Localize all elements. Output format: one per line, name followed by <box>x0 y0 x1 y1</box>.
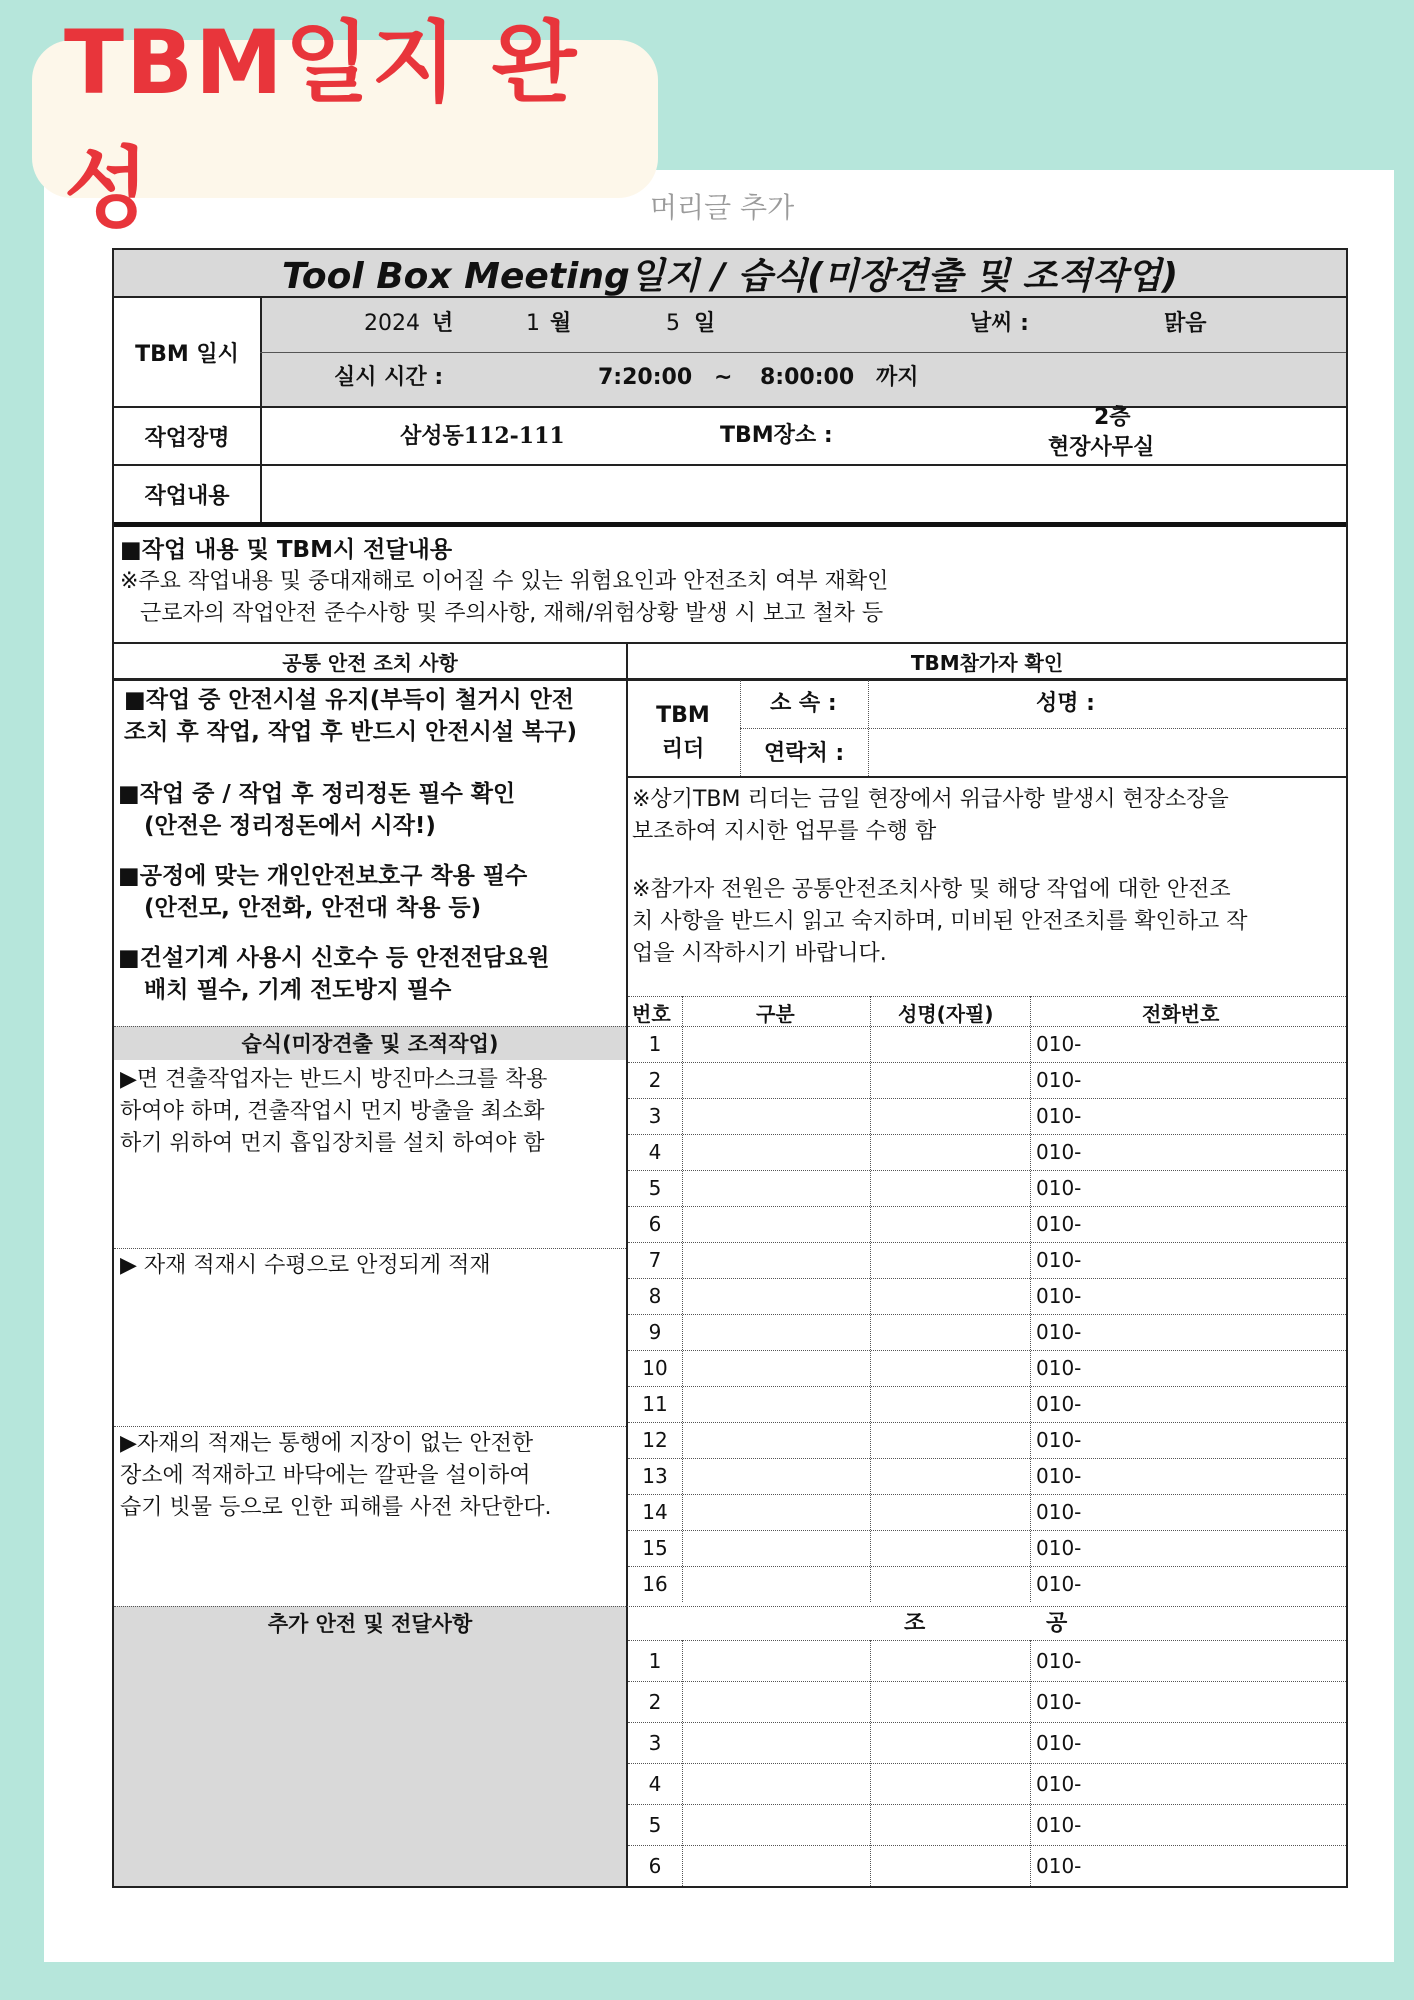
year-unit: 년 <box>432 311 454 336</box>
crew-row-number: 6 <box>648 1853 662 1878</box>
participant-row-phone[interactable]: 010- <box>1036 1500 1082 1524</box>
task-item-2-border <box>114 1426 626 1427</box>
time-start: 7:20:00 <box>598 365 693 390</box>
background-left-band <box>18 0 44 2000</box>
participant-row[interactable] <box>628 1098 1346 1135</box>
participant-row-phone[interactable]: 010- <box>1036 1572 1082 1596</box>
crew-row-number: 4 <box>648 1771 662 1796</box>
participant-row-number: 4 <box>648 1140 662 1164</box>
participant-row-phone[interactable]: 010- <box>1036 1140 1082 1164</box>
participant-row-phone[interactable]: 010- <box>1036 1104 1082 1128</box>
notice-line-2: 근로자의 작업안전 준수사항 및 주의사항, 재해/위험상황 발생 시 보고 철차 등 <box>140 601 884 626</box>
participant-row-phone[interactable]: 010- <box>1036 1356 1082 1380</box>
time-bottom-border <box>114 406 1346 408</box>
date-divider <box>260 352 1346 353</box>
task-item-3-line-3: 습기 빗물 등으로 인한 피해를 사전 차단한다. <box>120 1495 552 1520</box>
crew-column-divider <box>1030 1640 1031 1886</box>
common-item-1-line-2: 조치 후 작업, 작업 후 반드시 안전시설 복구) <box>124 719 578 745</box>
year-value: 2024 <box>364 311 420 336</box>
task-item-2-line-1: ▶ 자재 적재시 수평으로 안정되게 적재 <box>120 1253 491 1278</box>
tbm-place-label: TBM장소 : <box>720 423 833 448</box>
participant-row[interactable] <box>628 1206 1346 1243</box>
affiliation-label: 소 속 : <box>770 691 837 716</box>
crew-row[interactable] <box>628 1845 1346 1887</box>
crew-row-phone[interactable]: 010- <box>1036 1771 1082 1796</box>
crew-row[interactable] <box>628 1681 1346 1723</box>
crew-column-divider <box>870 1640 871 1886</box>
participant-row[interactable] <box>628 1386 1346 1423</box>
time-until: 까지 <box>876 365 919 390</box>
notice-line-1: ※주요 작업내용 및 중대재해로 이어질 수 있는 위험요인과 안전조치 여부 재확인 <box>120 569 889 594</box>
month-unit: 월 <box>550 311 572 336</box>
task-item-1-border <box>114 1248 626 1249</box>
participant-row[interactable] <box>628 1026 1346 1063</box>
common-item-1-line-1: ■작업 중 안전시설 유지(부득이 철거시 안전 <box>124 687 574 713</box>
leader-note-line-1: ※상기TBM 리더는 금일 현장에서 위급사항 발생시 현장소장을 <box>632 787 1229 812</box>
banner-title: TBM일지 완성 <box>64 11 579 240</box>
task-header: 습식(미장견출 및 조적작업) <box>114 1026 626 1060</box>
crew-row-phone[interactable]: 010- <box>1036 1689 1082 1714</box>
crew-row[interactable] <box>628 1640 1346 1682</box>
site-bottom-border <box>114 464 1346 466</box>
participant-row[interactable] <box>628 1134 1346 1171</box>
participant-row[interactable] <box>628 1494 1346 1531</box>
participant-row-number: 14 <box>642 1500 668 1524</box>
crew-label-2: 공 <box>1046 1611 1068 1636</box>
site-label: 작업장명 <box>144 425 230 451</box>
extra-header: 추가 안전 및 전달사항 <box>114 1606 626 1640</box>
tbm-form <box>112 248 1348 1888</box>
task-item-1-line-2: 하여야 하며, 견출작업시 먼지 방출을 최소화 <box>120 1099 545 1124</box>
common-item-3-line-1: ■공정에 맞는 개인안전보호구 착용 필수 <box>118 863 528 889</box>
crew-row-number: 3 <box>648 1730 662 1755</box>
participant-note-line-2: 치 사항을 반드시 읽고 숙지하며, 미비된 안전조치를 확인하고 작 <box>632 909 1248 934</box>
time-separator: ~ <box>714 365 733 390</box>
site-value: 삼성동112-111 <box>400 423 565 449</box>
crew-row-phone[interactable]: 010- <box>1036 1812 1082 1837</box>
common-item-4-line-2: 배치 필수, 기계 전도방지 필수 <box>144 977 452 1003</box>
participant-row-number: 8 <box>648 1284 662 1308</box>
participant-row-phone[interactable]: 010- <box>1036 1032 1082 1056</box>
month-value: 1 <box>526 311 540 336</box>
participant-row-number: 9 <box>648 1320 662 1344</box>
participant-row-phone[interactable]: 010- <box>1036 1536 1082 1560</box>
task-header-top <box>114 1026 626 1027</box>
participant-row-phone[interactable]: 010- <box>1036 1212 1082 1236</box>
participant-row-phone[interactable]: 010- <box>1036 1176 1082 1200</box>
crew-row[interactable] <box>628 1763 1346 1805</box>
time-end: 8:00:00 <box>760 365 855 390</box>
participant-row-number: 6 <box>648 1212 662 1236</box>
common-item-2-line-1: ■작업 중 / 작업 후 정리정돈 필수 확인 <box>118 781 516 807</box>
participant-row-phone[interactable]: 010- <box>1036 1248 1082 1272</box>
crew-row-number: 2 <box>648 1689 662 1714</box>
participant-column-divider <box>682 996 683 1602</box>
participants-header: TBM참가자 확인 <box>910 650 1064 675</box>
participant-row-number: 12 <box>642 1428 668 1452</box>
common-item-4-line-1: ■건설기계 사용시 신호수 등 안전전담요원 <box>118 945 550 971</box>
participant-row-phone[interactable]: 010- <box>1036 1464 1082 1488</box>
participant-row-phone[interactable]: 010- <box>1036 1320 1082 1344</box>
tbm-place-value-2: 현장사무실 <box>1048 435 1155 460</box>
common-item-2-line-2: (안전은 정리정돈에서 시작!) <box>144 813 436 839</box>
col-phone: 전화번호 <box>1142 1002 1220 1026</box>
label-divider <box>260 298 262 524</box>
participant-row-number: 1 <box>648 1032 662 1056</box>
section-header-border <box>114 678 1346 681</box>
crew-row-number: 1 <box>648 1648 662 1673</box>
tbm-place-value-1: 2층 <box>1094 405 1131 430</box>
participant-column-divider <box>870 996 871 1602</box>
participant-row-number: 7 <box>648 1248 662 1272</box>
background-right-band <box>1394 0 1414 2000</box>
leader-label-1: TBM <box>656 702 710 728</box>
participant-row-phone[interactable]: 010- <box>1036 1068 1082 1092</box>
participant-row-number: 16 <box>642 1572 668 1596</box>
add-header-hint[interactable]: 머리글 추가 <box>650 191 795 224</box>
form-title: Tool Box Meeting일지 / 습식(미장견출 및 조적작업) <box>114 250 1346 298</box>
col-name: 성명(자필) <box>898 1002 994 1026</box>
task-item-1-line-3: 하기 위하여 먼지 흡입장치를 설치 하여야 함 <box>120 1131 545 1156</box>
task-item-1-line-1: ▶면 견출작업자는 반드시 방진마스크를 착용 <box>120 1067 548 1092</box>
participant-row[interactable] <box>628 1062 1346 1099</box>
crew-row-phone[interactable]: 010- <box>1036 1730 1082 1755</box>
participant-row-number: 2 <box>648 1068 662 1092</box>
date-label: TBM 일시 <box>135 341 239 367</box>
participant-header-top <box>628 996 1346 997</box>
leader-bottom-border <box>628 776 1346 778</box>
crew-row-phone[interactable]: 010- <box>1036 1853 1082 1878</box>
participant-row-number: 10 <box>642 1356 668 1380</box>
participant-column-divider <box>1030 996 1031 1602</box>
work-bottom-border <box>114 522 1346 527</box>
day-value: 5 <box>666 311 680 336</box>
participant-row-phone[interactable]: 010- <box>1036 1284 1082 1308</box>
extra-header-top <box>114 1606 1346 1607</box>
col-type: 구분 <box>756 1002 795 1026</box>
title-banner <box>32 11 658 240</box>
participant-row[interactable] <box>628 1170 1346 1207</box>
common-item-3-line-2: (안전모, 안전화, 안전대 착용 등) <box>144 895 482 921</box>
crew-row-number: 5 <box>648 1812 662 1837</box>
participant-row-number: 15 <box>642 1536 668 1560</box>
weather-label: 날씨 : <box>970 311 1029 336</box>
participant-row[interactable] <box>628 1350 1346 1387</box>
col-no: 번호 <box>632 1002 671 1026</box>
participant-note-line-3: 업을 시작하시기 바랍니다. <box>632 941 887 966</box>
participant-note-line-1: ※참가자 전원은 공통안전조치사항 및 해당 작업에 대한 안전조 <box>632 877 1231 902</box>
crew-row[interactable] <box>628 1804 1346 1846</box>
leader-note-line-2: 보조하여 지시한 업무를 수행 함 <box>632 819 937 844</box>
leader-label-2: 리더 <box>661 736 705 762</box>
common-header: 공통 안전 조치 사항 <box>282 650 458 675</box>
extra-notes-area[interactable] <box>114 1640 626 1886</box>
crew-row[interactable] <box>628 1722 1346 1764</box>
participant-row-number: 11 <box>642 1392 668 1416</box>
participant-row[interactable] <box>628 1530 1346 1567</box>
crew-row-phone[interactable]: 010- <box>1036 1648 1082 1673</box>
task-item-3-line-1: ▶자재의 적재는 통행에 지장이 없는 안전한 <box>120 1431 534 1456</box>
participant-row-number: 3 <box>648 1104 662 1128</box>
participant-row[interactable] <box>628 1566 1346 1603</box>
time-label: 실시 시간 : <box>334 365 444 390</box>
participant-row[interactable] <box>628 1458 1346 1495</box>
participant-row-phone[interactable]: 010- <box>1036 1392 1082 1416</box>
participant-row-number: 5 <box>648 1176 662 1200</box>
notice-title: ■작업 내용 및 TBM시 전달내용 <box>120 537 453 563</box>
work-label: 작업내용 <box>144 483 230 509</box>
participant-row-phone[interactable]: 010- <box>1036 1428 1082 1452</box>
day-unit: 일 <box>694 311 716 336</box>
participant-row[interactable] <box>628 1278 1346 1315</box>
leader-row-divider <box>740 728 1346 729</box>
participant-row[interactable] <box>628 1314 1346 1351</box>
participant-row[interactable] <box>628 1422 1346 1459</box>
crew-column-divider <box>682 1640 683 1886</box>
task-item-3-line-2: 장소에 적재하고 바닥에는 깔판을 설이하여 <box>120 1463 531 1488</box>
weather-value: 맑음 <box>1164 311 1207 336</box>
participant-row-number: 13 <box>642 1464 668 1488</box>
crew-label-1: 조 <box>904 1611 926 1636</box>
contact-label: 연락처 : <box>764 741 845 766</box>
name-label: 성명 : <box>1036 691 1095 716</box>
participant-row[interactable] <box>628 1242 1346 1279</box>
